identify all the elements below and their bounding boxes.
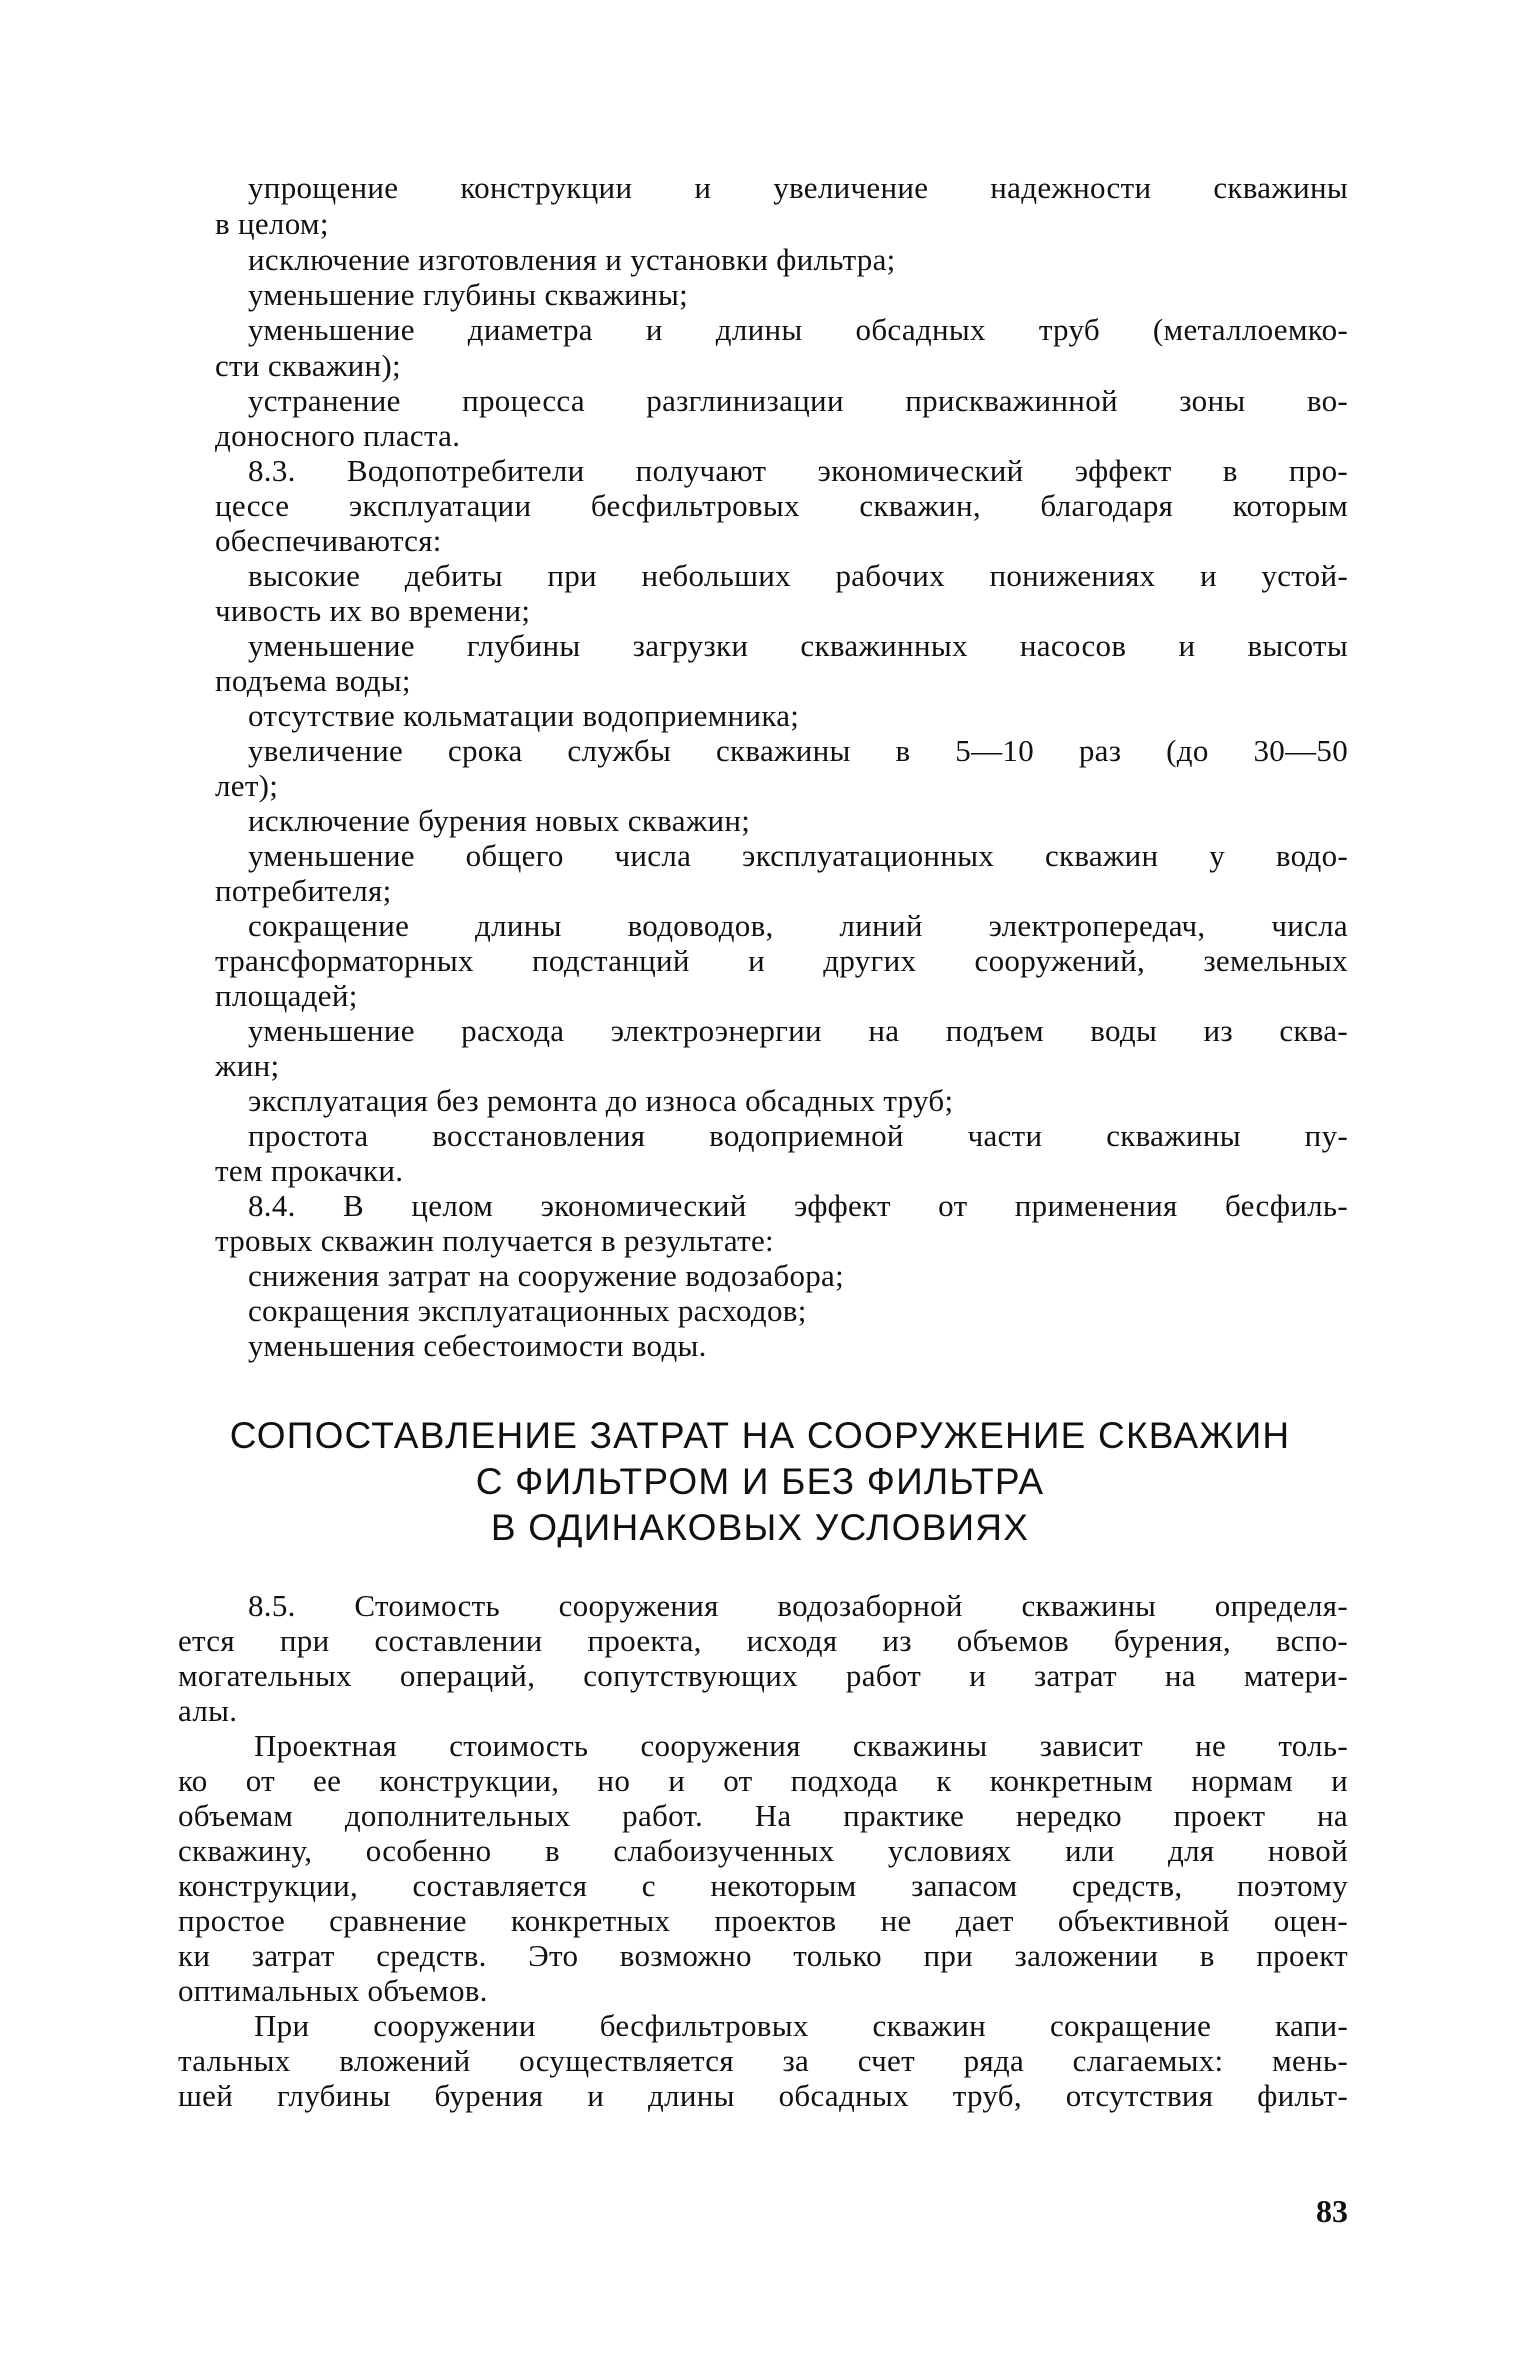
text-line: простота восстановления водоприемной части скважины пу- xyxy=(248,1118,1348,1153)
text-line: жин; xyxy=(215,1048,280,1083)
section-heading-line: СОПОСТАВЛЕНИЕ ЗАТРАТ НА СООРУЖЕНИЕ СКВАЖИН xyxy=(229,1415,1291,1456)
text-line: 8.4. В целом экономический эффект от применения бесфиль- xyxy=(248,1188,1348,1223)
text-line: трансформаторных подстанций и других сооружений, земельных xyxy=(215,943,1348,978)
text-line: шей глубины бурения и длины обсадных труб, отсутствия фильт- xyxy=(178,2078,1348,2113)
text-line: объемам дополнительных работ. На практике нередко проект на xyxy=(178,1798,1348,1833)
text-line: сокращение длины водоводов, линий электропередач, числа xyxy=(248,908,1348,943)
text-line: подъема воды; xyxy=(215,663,411,698)
text-line: исключение изготовления и установки фильтра; xyxy=(248,242,896,277)
text-line: уменьшения себестоимости воды. xyxy=(248,1328,707,1363)
text-line: чивость их во времени; xyxy=(215,593,531,628)
text-line: тровых скважин получается в результате: xyxy=(215,1223,774,1258)
text-line: При сооружении бесфильтровых скважин сокращение капи- xyxy=(254,2008,1348,2043)
text-line: снижения затрат на сооружение водозабора; xyxy=(248,1258,845,1293)
text-line: 8.3. Водопотребители получают экономический эффект в про- xyxy=(248,453,1348,488)
text-line: тем прокачки. xyxy=(215,1153,404,1188)
text-line: ки затрат средств. Это возможно только при заложении в проект xyxy=(178,1938,1348,1973)
section-heading-line: В ОДИНАКОВЫХ УСЛОВИЯХ xyxy=(490,1507,1030,1548)
text-line: 8.5. Стоимость сооружения водозаборной скважины определя- xyxy=(248,1588,1348,1623)
text-line: ко от ее конструкции, но и от подхода к конкретным нормам и xyxy=(178,1763,1348,1798)
text-line: потребителя; xyxy=(215,873,392,908)
text-line: доносного пласта. xyxy=(215,418,461,453)
text-line: высокие дебиты при небольших рабочих понижениях и устой- xyxy=(248,558,1348,593)
text-line: сокращения эксплуатационных расходов; xyxy=(248,1293,807,1328)
text-line: уменьшение глубины скважины; xyxy=(248,277,688,312)
text-line: сти скважин); xyxy=(215,348,401,383)
text-line: могательных операций, сопутствующих работ и затрат на матери- xyxy=(178,1658,1348,1693)
text-line: Проектная стоимость сооружения скважины зависит не толь- xyxy=(254,1728,1348,1763)
section-heading-line: С ФИЛЬТРОМ И БЕЗ ФИЛЬТРА xyxy=(475,1461,1045,1502)
text-line: в целом; xyxy=(215,206,329,241)
text-line: простое сравнение конкретных проектов не дает объективной оцен- xyxy=(178,1903,1348,1938)
text-line: уменьшение глубины загрузки скважинных насосов и высоты xyxy=(248,628,1348,663)
text-line: упрощение конструкции и увеличение надежности скважины xyxy=(248,170,1348,205)
text-line: увеличение срока службы скважины в 5—10 раз (до 30—50 xyxy=(248,733,1348,768)
text-line: уменьшение диаметра и длины обсадных труб (металлоемко- xyxy=(248,312,1348,347)
text-line: цессе эксплуатации бесфильтровых скважин, благодаря которым xyxy=(215,488,1348,523)
text-line: скважину, особенно в слабоизученных условиях или для новой xyxy=(178,1833,1348,1868)
text-line: уменьшение расхода электроэнергии на подъем воды из сква- xyxy=(248,1013,1348,1048)
text-line: уменьшение общего числа эксплуатационных скважин у водо- xyxy=(248,838,1348,873)
text-line: алы. xyxy=(178,1693,238,1728)
text-line: обеспечиваются: xyxy=(215,523,442,558)
text-line: конструкции, составляется с некоторым запасом средств, поэтому xyxy=(178,1868,1348,1903)
page-number: 83 xyxy=(1316,2193,1348,2229)
text-line: отсутствие кольматации водоприемника; xyxy=(248,698,800,733)
text-line: устранение процесса разглинизации прискважинной зоны во- xyxy=(248,383,1348,418)
text-line: исключение бурения новых скважин; xyxy=(248,803,751,838)
text-line: площадей; xyxy=(215,978,358,1013)
text-line: ется при составлении проекта, исходя из объемов бурения, вспо- xyxy=(178,1623,1348,1658)
text-line: оптимальных объемов. xyxy=(178,1973,488,2008)
text-line: эксплуатация без ремонта до износа обсадных труб; xyxy=(248,1083,954,1118)
text-line: лет); xyxy=(215,768,279,803)
text-line: тальных вложений осуществляется за счет ряда слагаемых: мень- xyxy=(178,2043,1348,2078)
